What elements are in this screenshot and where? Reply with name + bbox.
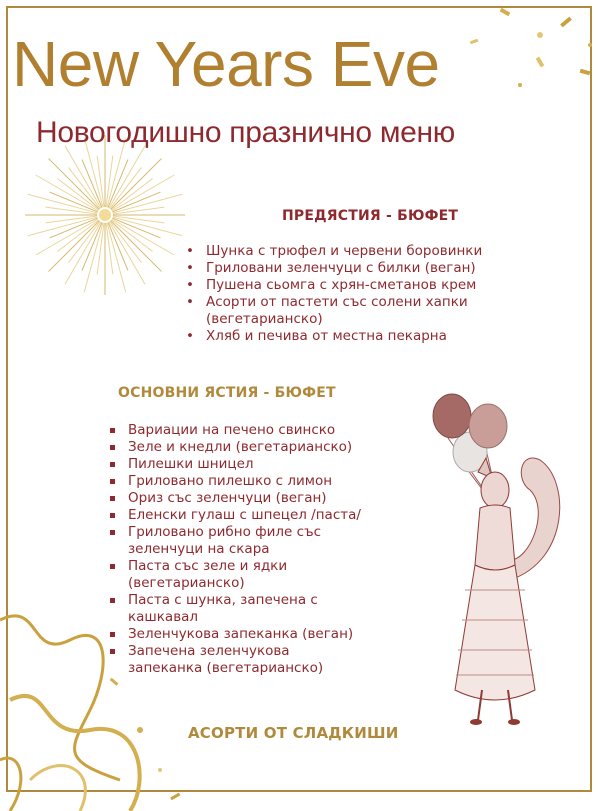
list-item: • Шунка с трюфел и червени боровинки: [184, 243, 514, 260]
squirrel-balloons-illustration: [420, 390, 570, 730]
page-title: New Years Eve: [12, 28, 440, 100]
firework-decoration: [20, 130, 190, 300]
list-item: • Хляб и печива от местна пекарна: [184, 328, 514, 345]
desserts-heading: АСОРТИ ОТ СЛАДКИШИ: [188, 724, 399, 742]
list-item: Запечена зеленчукова запеканка (вегетарианско): [106, 643, 366, 677]
list-item: Гриловано пилешко с лимон: [106, 473, 366, 490]
list-item: Зеленчукова запеканка (веган): [106, 626, 366, 643]
list-item: • Асорти от пастети със солени хапки (вегетарианско): [184, 294, 514, 328]
appetizers-list: [184, 243, 514, 345]
list-item: Вариации на печено свинско: [106, 422, 366, 439]
appetizers-heading: ПРЕДЯСТИЯ - БЮФЕТ: [282, 208, 459, 224]
list-item: Ориз със зеленчуци (веган): [106, 490, 366, 507]
list-item: Зеле и кнедли (вегетарианско): [106, 439, 366, 456]
main-dishes-heading: ОСНОВНИ ЯСТИЯ - БЮФЕТ: [118, 385, 336, 401]
list-item: Паста със зеле и ядки (вегетарианско): [106, 558, 366, 592]
list-item: • Гриловани зеленчуци с билки (веган): [184, 260, 514, 277]
main-dishes-list: [106, 422, 366, 677]
list-item: Паста с шунка, запечена с кашкавал: [106, 592, 366, 626]
list-item: Гриловано рибно филе със зеленчуци на скара: [106, 524, 366, 558]
list-item: • Пушена сьомга с хрян-сметанов крем: [184, 277, 514, 294]
list-item: Еленски гулаш с шпецел /паста/: [106, 507, 366, 524]
page-subtitle: Новогодишно празнично меню: [36, 116, 456, 149]
list-item: Пилешки шницел: [106, 456, 366, 473]
